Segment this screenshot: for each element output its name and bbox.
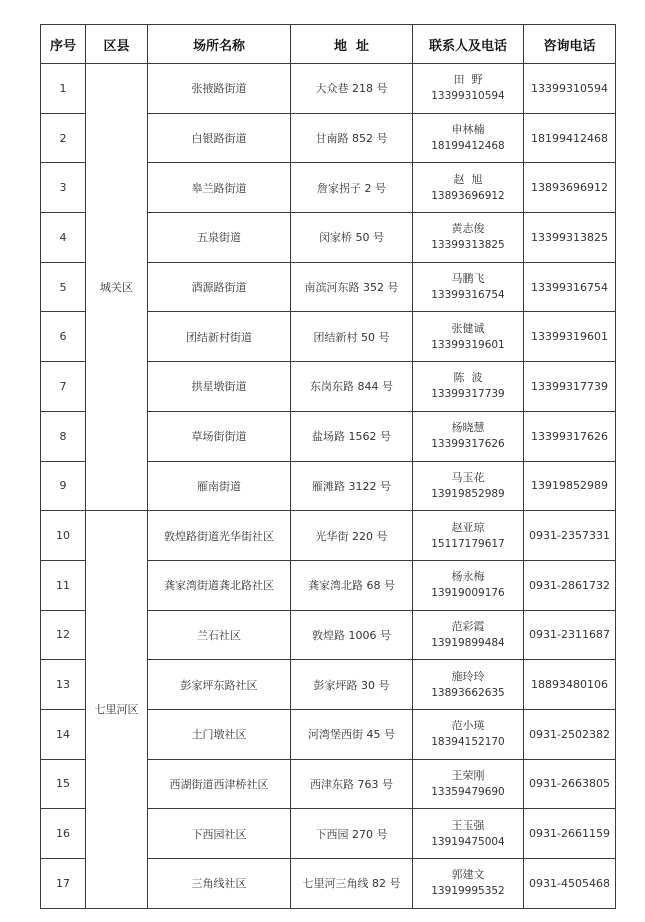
contact-cell xyxy=(413,511,524,561)
contact-name: 赵亚琼 xyxy=(451,520,485,534)
venue-cell: 草场街街道 xyxy=(148,411,291,461)
address-cell: 闵家桥 50 号 xyxy=(291,213,413,263)
table-row xyxy=(41,511,616,561)
contact-name: 申林楠 xyxy=(451,123,485,137)
contact-name: 黄志俊 xyxy=(451,222,485,236)
address-cell: 龚家湾北路 68 号 xyxy=(291,560,413,610)
contact-cell xyxy=(413,163,524,213)
venue-cell: 团结新村街道 xyxy=(148,312,291,362)
seq-cell: 1 xyxy=(41,64,86,114)
contact-phone: 13399317626 xyxy=(431,438,505,451)
hotline-cell: 0931-2502382 xyxy=(524,709,616,759)
seq-cell: 7 xyxy=(41,362,86,412)
seq-cell: 5 xyxy=(41,262,86,312)
contact-name: 马玉花 xyxy=(451,470,485,484)
contact-phone: 13399319601 xyxy=(431,338,505,351)
contact-cell xyxy=(413,312,524,362)
contact-phone: 13399313825 xyxy=(431,239,505,252)
seq-cell: 15 xyxy=(41,759,86,809)
directory-table xyxy=(40,24,616,909)
address-cell: 七里河三角线 82 号 xyxy=(291,859,413,909)
hotline-cell: 18893480106 xyxy=(524,660,616,710)
contact-phone: 18394152170 xyxy=(431,736,505,749)
contact-phone: 18199412468 xyxy=(431,140,505,153)
venue-cell: 酒源路街道 xyxy=(148,262,291,312)
seq-cell: 14 xyxy=(41,709,86,759)
contact-cell xyxy=(413,461,524,511)
contact-name: 杨永梅 xyxy=(451,570,485,584)
contact-phone: 13893696912 xyxy=(431,189,505,202)
contact-cell xyxy=(413,362,524,412)
contact-cell xyxy=(413,709,524,759)
venue-cell: 龚家湾街道龚北路社区 xyxy=(148,560,291,610)
contact-phone: 15117179617 xyxy=(431,537,505,550)
venue-cell: 皋兰路街道 xyxy=(148,163,291,213)
address-cell: 光华街 220 号 xyxy=(291,511,413,561)
venue-cell: 白银路街道 xyxy=(148,113,291,163)
venue-cell: 雁南街道 xyxy=(148,461,291,511)
contact-phone: 13359479690 xyxy=(431,785,505,798)
header-address: 地 址 xyxy=(291,25,413,64)
contact-name: 陈 波 xyxy=(453,371,483,385)
contact-cell xyxy=(413,759,524,809)
contact-cell xyxy=(413,213,524,263)
seq-cell: 16 xyxy=(41,809,86,859)
header-hotline: 咨询电话 xyxy=(524,25,616,64)
hotline-cell: 13919852989 xyxy=(524,461,616,511)
contact-phone: 13919995352 xyxy=(431,885,505,898)
hotline-cell: 13399316754 xyxy=(524,262,616,312)
address-cell: 敦煌路 1006 号 xyxy=(291,610,413,660)
contact-name: 范小瑛 xyxy=(451,719,485,733)
contact-cell xyxy=(413,809,524,859)
header-row xyxy=(41,25,616,64)
hotline-cell: 0931-2861732 xyxy=(524,560,616,610)
contact-phone: 13399317739 xyxy=(431,388,505,401)
seq-cell: 6 xyxy=(41,312,86,362)
hotline-cell: 13399310594 xyxy=(524,64,616,114)
table-body xyxy=(41,64,616,909)
address-cell: 大众巷 218 号 xyxy=(291,64,413,114)
venue-cell: 拱星墩街道 xyxy=(148,362,291,412)
address-cell: 河湾堡西街 45 号 xyxy=(291,709,413,759)
contact-phone: 13919475004 xyxy=(431,835,505,848)
contact-phone: 13893662635 xyxy=(431,686,505,699)
venue-cell: 张掖路街道 xyxy=(148,64,291,114)
contact-phone: 13399316754 xyxy=(431,289,505,302)
address-cell: 东岗东路 844 号 xyxy=(291,362,413,412)
seq-cell: 8 xyxy=(41,411,86,461)
venue-cell: 西湖街道西津桥社区 xyxy=(148,759,291,809)
contact-cell xyxy=(413,64,524,114)
hotline-cell: 0931-2663805 xyxy=(524,759,616,809)
seq-cell: 3 xyxy=(41,163,86,213)
contact-name: 张健诚 xyxy=(451,321,485,335)
contact-name: 王荣刚 xyxy=(451,768,485,782)
address-cell: 詹家拐子 2 号 xyxy=(291,163,413,213)
contact-cell xyxy=(413,660,524,710)
venue-cell: 兰石社区 xyxy=(148,610,291,660)
contact-name: 施玲玲 xyxy=(451,669,485,683)
hotline-cell: 0931-4505468 xyxy=(524,859,616,909)
contact-cell xyxy=(413,560,524,610)
hotline-cell: 13399317626 xyxy=(524,411,616,461)
contact-name: 郭建文 xyxy=(451,868,485,882)
hotline-cell: 13399317739 xyxy=(524,362,616,412)
hotline-cell: 13399313825 xyxy=(524,213,616,263)
seq-cell: 2 xyxy=(41,113,86,163)
contact-cell xyxy=(413,262,524,312)
address-cell: 雁滩路 3122 号 xyxy=(291,461,413,511)
venue-cell: 敦煌路街道光华街社区 xyxy=(148,511,291,561)
seq-cell: 11 xyxy=(41,560,86,610)
table-header xyxy=(41,25,616,64)
seq-cell: 10 xyxy=(41,511,86,561)
seq-cell: 9 xyxy=(41,461,86,511)
seq-cell: 17 xyxy=(41,859,86,909)
contact-cell xyxy=(413,859,524,909)
contact-name: 田 野 xyxy=(453,73,483,87)
venue-cell: 下西园社区 xyxy=(148,809,291,859)
hotline-cell: 18199412468 xyxy=(524,113,616,163)
contact-name: 马鹏飞 xyxy=(451,272,485,286)
venue-cell: 土门墩社区 xyxy=(148,709,291,759)
hotline-cell: 13893696912 xyxy=(524,163,616,213)
table-row xyxy=(41,64,616,114)
header-contact: 联系人及电话 xyxy=(413,25,524,64)
address-cell: 彭家坪路 30 号 xyxy=(291,660,413,710)
contact-phone: 13919899484 xyxy=(431,636,505,649)
header-district: 区县 xyxy=(86,25,148,64)
contact-name: 杨晓慧 xyxy=(451,421,485,435)
contact-cell xyxy=(413,411,524,461)
hotline-cell: 0931-2661159 xyxy=(524,809,616,859)
contact-phone: 13919009176 xyxy=(431,587,505,600)
header-seq: 序号 xyxy=(41,25,86,64)
address-cell: 盐场路 1562 号 xyxy=(291,411,413,461)
district-cell: 城关区 xyxy=(86,64,148,511)
address-cell: 团结新村 50 号 xyxy=(291,312,413,362)
contact-name: 赵 旭 xyxy=(453,172,483,186)
contact-name: 范彩霞 xyxy=(451,619,485,633)
district-cell: 七里河区 xyxy=(86,511,148,909)
contact-phone: 13919852989 xyxy=(431,487,505,500)
seq-cell: 13 xyxy=(41,660,86,710)
venue-cell: 五泉街道 xyxy=(148,213,291,263)
seq-cell: 12 xyxy=(41,610,86,660)
hotline-cell: 0931-2357331 xyxy=(524,511,616,561)
contact-name: 王玉强 xyxy=(451,818,485,832)
address-cell: 下西园 270 号 xyxy=(291,809,413,859)
hotline-cell: 13399319601 xyxy=(524,312,616,362)
venue-cell: 三角线社区 xyxy=(148,859,291,909)
address-cell: 甘南路 852 号 xyxy=(291,113,413,163)
address-cell: 南滨河东路 352 号 xyxy=(291,262,413,312)
seq-cell: 4 xyxy=(41,213,86,263)
venue-cell: 彭家坪东路社区 xyxy=(148,660,291,710)
contact-cell xyxy=(413,610,524,660)
address-cell: 西津东路 763 号 xyxy=(291,759,413,809)
contact-cell xyxy=(413,113,524,163)
contact-phone: 13399310594 xyxy=(431,90,505,103)
header-venue: 场所名称 xyxy=(148,25,291,64)
hotline-cell: 0931-2311687 xyxy=(524,610,616,660)
